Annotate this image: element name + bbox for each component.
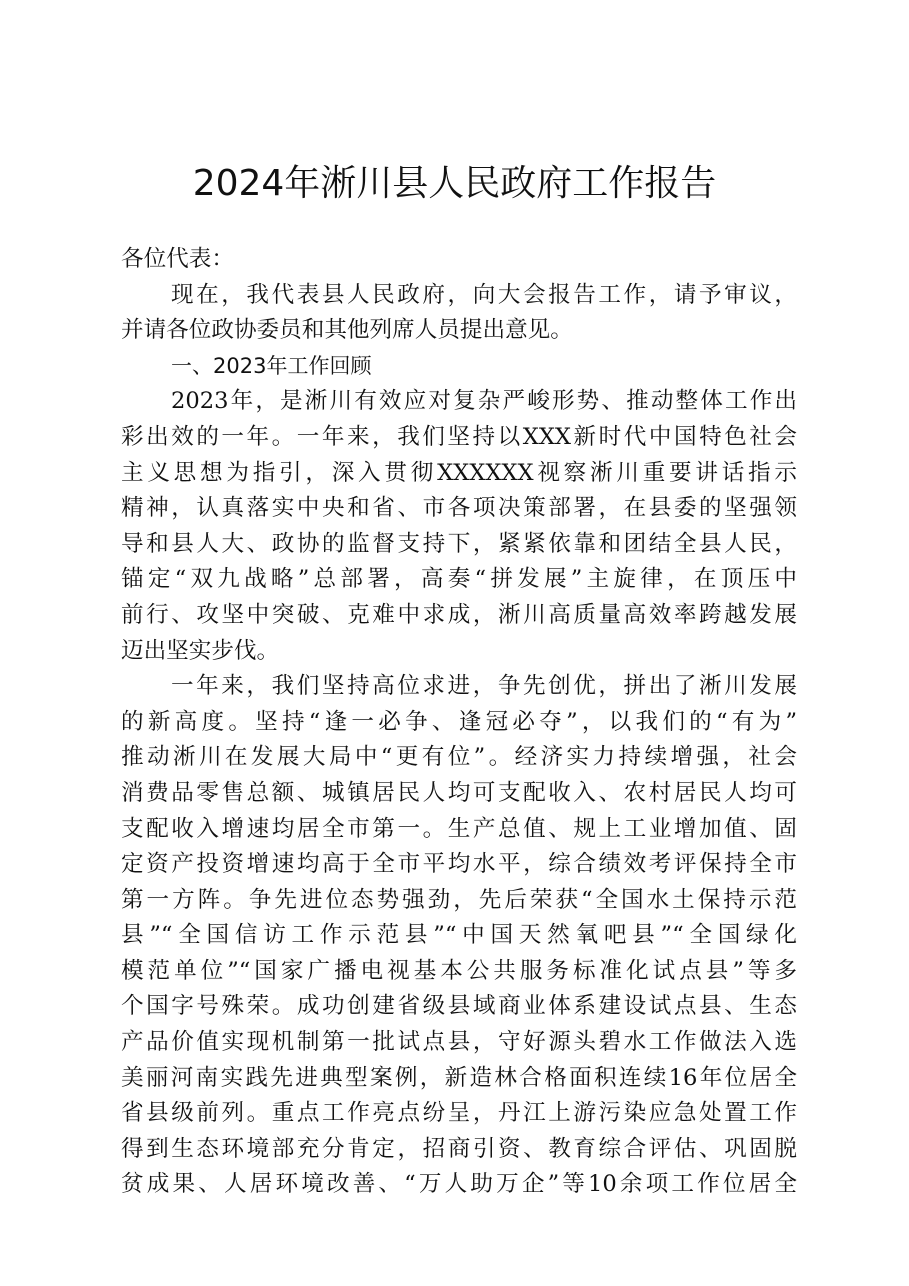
paragraph-line: 的新高度。坚持“逢一必争、逢冠必夺”，以我们的“有为” xyxy=(121,708,797,735)
paragraph-line: 个国字号殊荣。成功创建省级县域商业体系建设试点县、生态 xyxy=(121,993,797,1020)
paragraph-line: 彩出效的一年。一年来，我们坚持以XXX新时代中国特色社会 xyxy=(121,423,797,450)
paragraph-line: 前行、攻坚中突破、克难中求成，淅川高质量高效率跨越发展 xyxy=(121,601,797,628)
document-body xyxy=(121,242,797,1203)
paragraph-line: 美丽河南实践先进典型案例，新造林合格面积连续16年位居全 xyxy=(121,1064,797,1091)
salutation-line: 各位代表： xyxy=(121,246,234,272)
paragraph-line: 并请各位政协委员和其他列席人员提出意见。 xyxy=(121,317,573,344)
paragraph-line: 第一方阵。争先进位态势强劲，先后荣获“全国水土保持示范 xyxy=(121,886,797,913)
paragraph-line: 精神，认真落实中央和省、市各项决策部署，在县委的坚强领 xyxy=(121,495,797,522)
paragraph-line: 贫成果、人居环境改善、“万人助万企”等10余项工作位居全 xyxy=(121,1171,797,1198)
paragraph-line: 锚定“双九战略”总部署，高奏“拼发展”主旋律，在顶压中 xyxy=(121,566,797,593)
paragraph-line: 推动淅川在发展大局中“更有位”。经济实力持续增强，社会 xyxy=(121,744,797,771)
paragraph-line: 迈出坚实步伐。 xyxy=(121,637,280,664)
paragraph-line: 2023年，是淅川有效应对复杂严峻形势、推动整体工作出 xyxy=(171,388,797,415)
paragraph-line: 定资产投资增速均高于全市平均水平，综合绩效考评保持全市 xyxy=(121,851,797,878)
paragraph-line: 省县级前列。重点工作亮点纷呈，丹江上游污染应急处置工作 xyxy=(121,1100,797,1127)
paragraph-line: 现在，我代表县人民政府，向大会报告工作，请予审议， xyxy=(171,281,797,308)
paragraph-line: 主义思想为指引，深入贯彻XXXXXX视察淅川重要讲话指示 xyxy=(121,459,797,486)
section-heading: 一、2023年工作回顾 xyxy=(171,353,372,378)
paragraph-line: 一年来，我们坚持高位求进，争先创优，拼出了淅川发展 xyxy=(171,673,797,700)
paragraph-line: 产品价值实现机制第一批试点县，守好源头碧水工作做法入选 xyxy=(121,1029,797,1056)
paragraph-line: 县”“全国信访工作示范县”“中国天然氧吧县”“全国绿化 xyxy=(121,922,797,949)
paragraph-line: 支配收入增速均居全市第一。生产总值、规上工业增加值、固 xyxy=(121,815,797,842)
paragraph-line: 导和县人大、政协的监督支持下，紧紧依靠和团结全县人民， xyxy=(121,530,797,557)
paragraph-line: 消费品零售总额、城镇居民人均可支配收入、农村居民人均可 xyxy=(121,779,797,806)
paragraph-line: 得到生态环境部充分肯定，招商引资、教育综合评估、巩固脱 xyxy=(121,1135,797,1162)
document-title: 2024年淅川县人民政府工作报告 xyxy=(192,163,717,204)
paragraph-line: 模范单位”“国家广播电视基本公共服务标准化试点县”等多 xyxy=(121,957,797,984)
